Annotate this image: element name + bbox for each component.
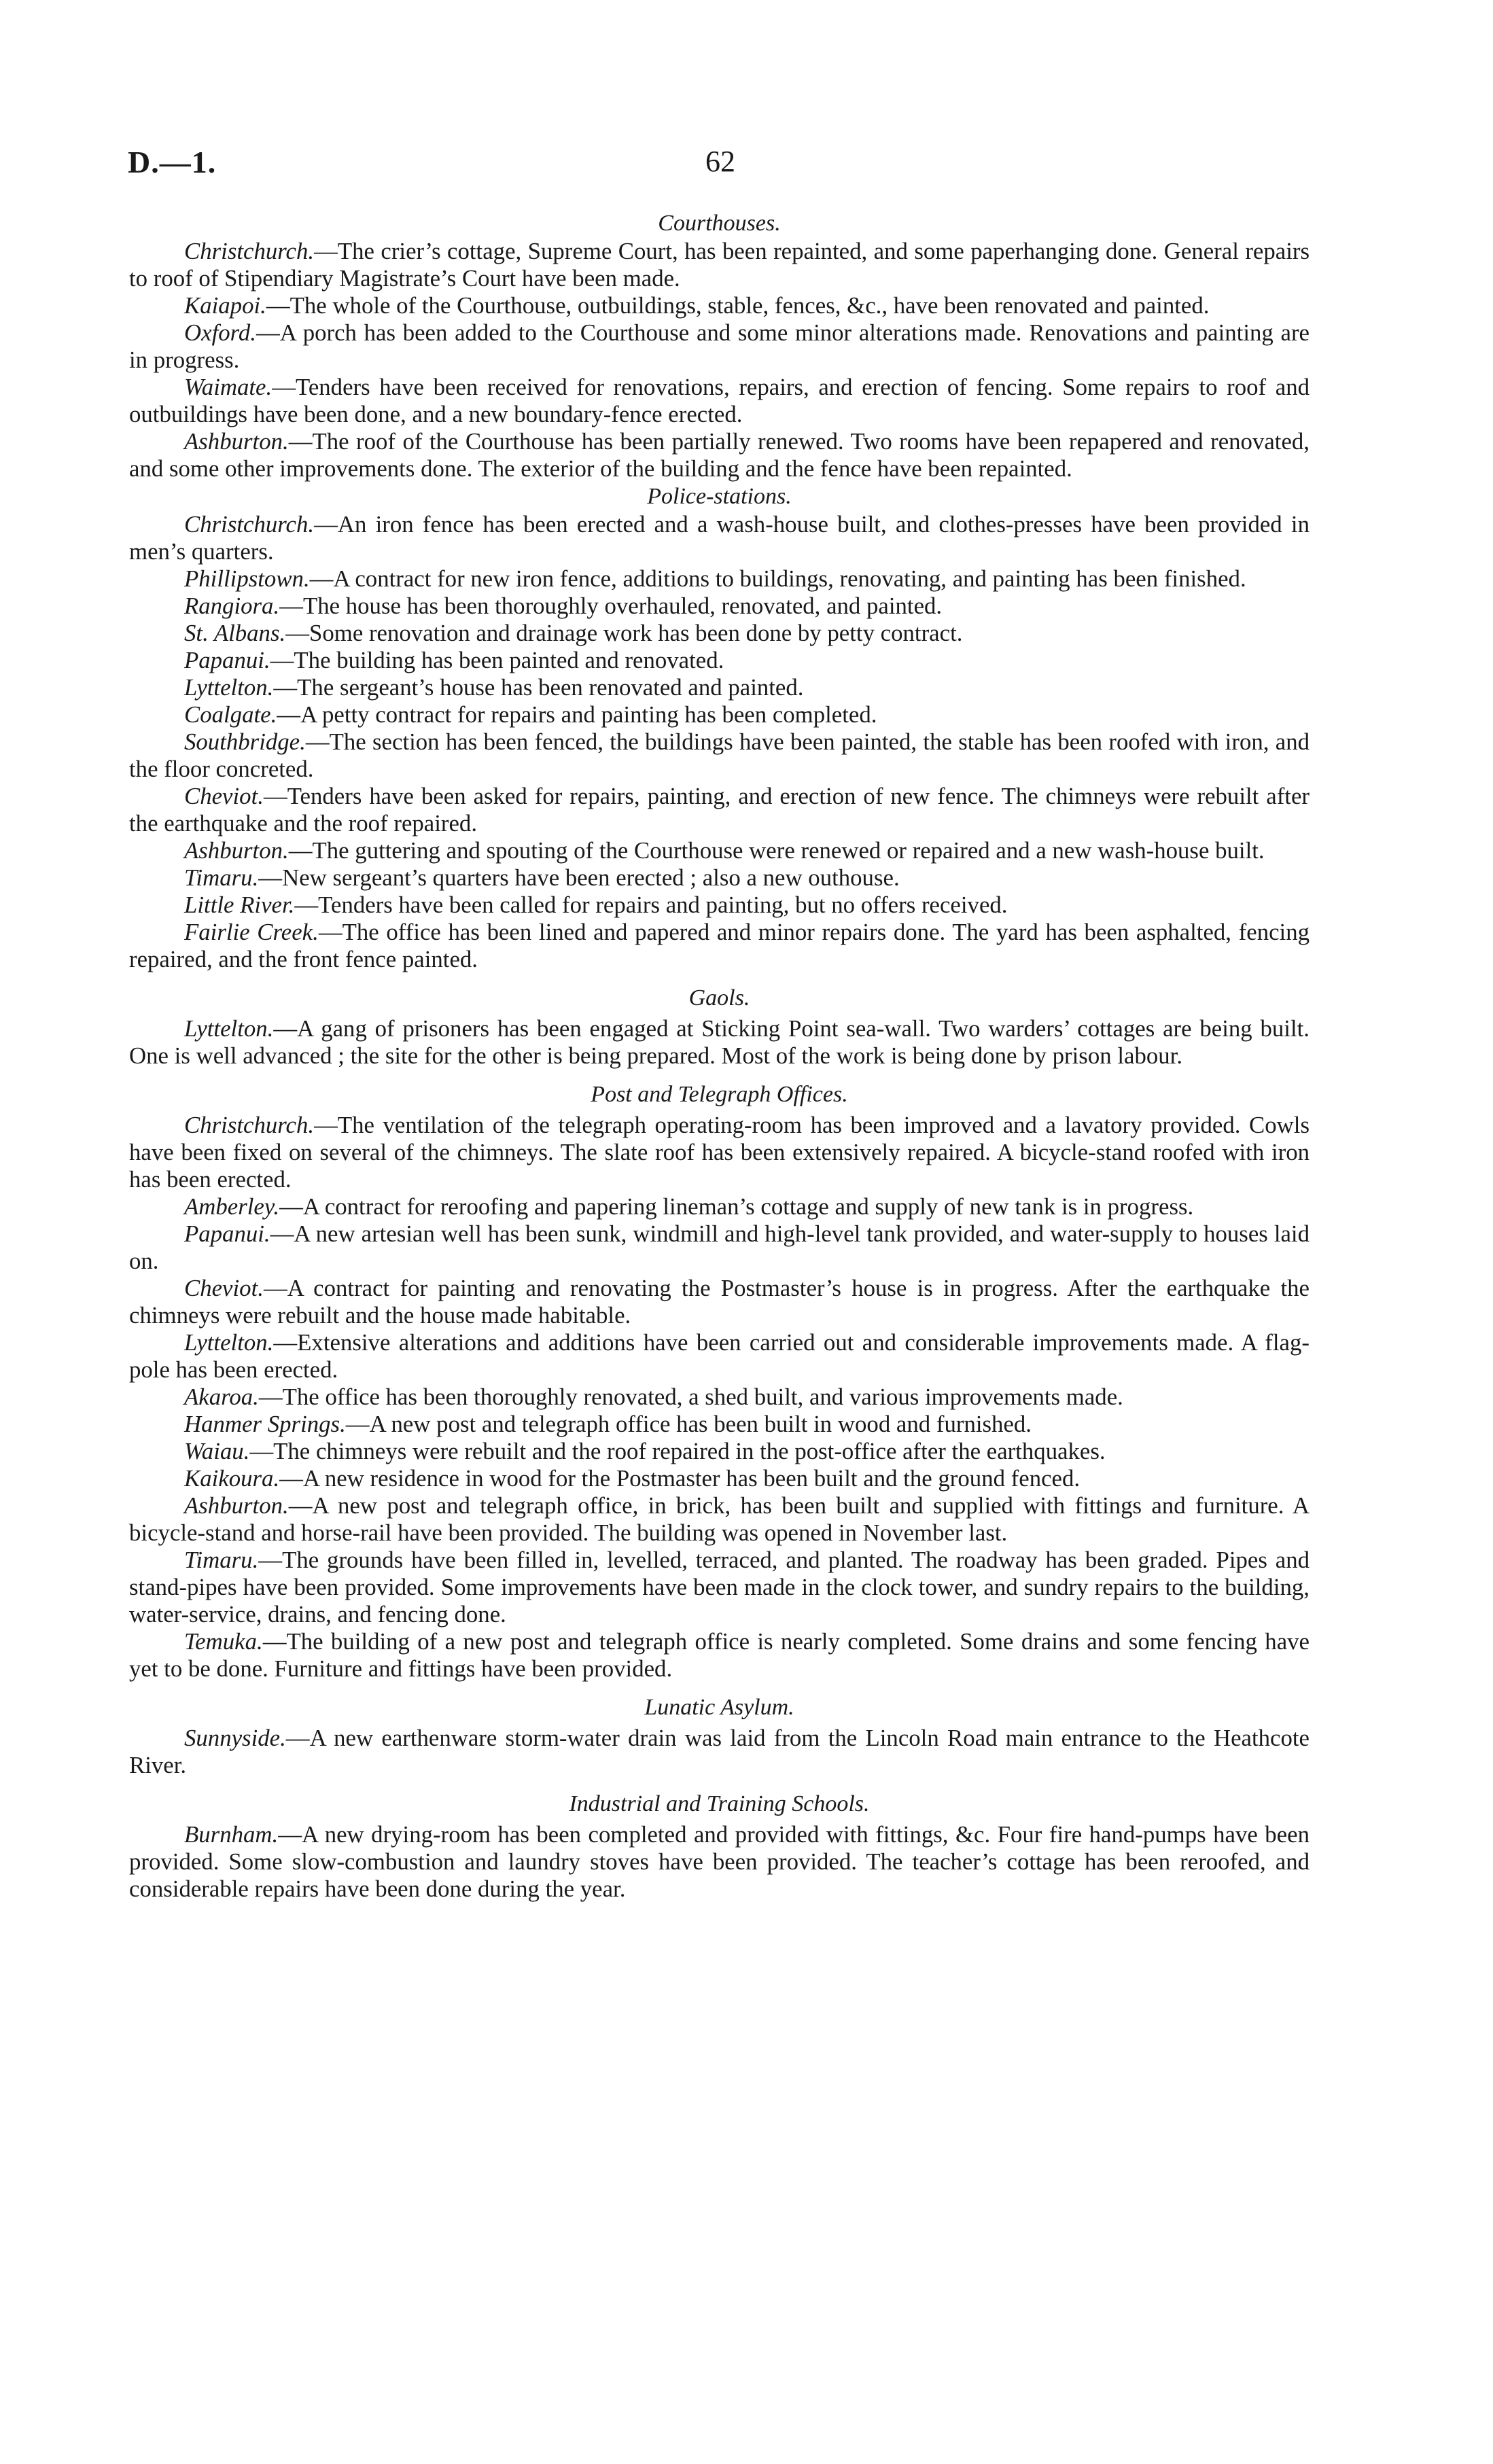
entry-place-name: Kaiapoi. xyxy=(184,292,266,319)
report-entry xyxy=(129,593,1310,620)
entry-place-name: Burnham. xyxy=(184,1821,279,1848)
entry-place-name: Ashburton. xyxy=(184,428,289,455)
entry-text: —The office has been thoroughly renovated, a shed built, and various improvements made. xyxy=(258,1384,1123,1410)
entry-place-name: Christchurch. xyxy=(184,238,315,264)
entry-place-name: Papanui. xyxy=(184,647,270,673)
entry-place-name: Fairlie Creek. xyxy=(184,919,319,945)
entry-text: —Tenders have been received for renovations, repairs, and erection of fencing. Some repairs to roof and outbuildings have been done, and a new boundary-fence erected. xyxy=(129,374,1310,427)
entry-place-name: Waimate. xyxy=(184,374,273,400)
entry-text: —A porch has been added to the Courthouse and some minor alterations made. Renovations and painting are in progress. xyxy=(129,319,1310,373)
report-entry xyxy=(129,238,1310,292)
entry-text: —The sergeant’s house has been renovated and painted. xyxy=(273,674,804,701)
report-entry xyxy=(129,1015,1310,1070)
report-entry xyxy=(129,565,1310,593)
report-entry xyxy=(129,1275,1310,1329)
entry-text: —The grounds have been filled in, levelled, terraced, and planted. The roadway has been graded. Pipes and stand-pipes have been provided. Some improvements have been made in the clock tower, and sundry repairs to the building, water-service, drains, and fencing done. xyxy=(129,1547,1310,1627)
report-entry xyxy=(129,701,1310,728)
entry-place-name: Coalgate. xyxy=(184,701,277,728)
entry-place-name: Kaikoura. xyxy=(184,1465,280,1492)
entry-text: —Tenders have been called for repairs and painting, but no offers received. xyxy=(294,892,1008,918)
entry-place-name: Christchurch. xyxy=(184,1112,315,1138)
entry-place-name: Lyttelton. xyxy=(184,1329,274,1356)
entry-place-name: Christchurch. xyxy=(184,511,315,538)
document-body xyxy=(129,209,1310,1903)
entry-text: —The chimneys were rebuilt and the roof repaired in the post-office after the earthquakes. xyxy=(249,1438,1106,1464)
entry-text: —An iron fence has been erected and a wash-house built, and clothes-presses have been provided in men’s quarters. xyxy=(129,511,1310,565)
section-heading: Courthouses. xyxy=(658,211,781,236)
entry-text: —The crier’s cottage, Supreme Court, has been repainted, and some paperhanging done. General repairs to roof of Stipendiary Magistrate’s Court have been made. xyxy=(129,238,1310,292)
page-header xyxy=(128,144,1310,185)
entry-text: —The house has been thoroughly overhauled, renovated, and painted. xyxy=(279,593,943,619)
entry-place-name: Little River. xyxy=(184,892,295,918)
entry-text: —A new post and telegraph office, in brick, has been built and supplied with fittings and furniture. A bicycle-stand and horse-rail have been provided. The building was opened in November last. xyxy=(129,1492,1310,1546)
page-number: 62 xyxy=(705,145,735,178)
report-entry xyxy=(129,1547,1310,1628)
entry-text: —A new artesian well has been sunk, windmill and high-level tank provided, and water-supply to houses laid on. xyxy=(129,1220,1310,1274)
entry-text: —A new earthenware storm-water drain was laid from the Lincoln Road main entrance to the Heathcote River. xyxy=(129,1725,1310,1778)
report-entry xyxy=(129,647,1310,674)
entry-text: —Extensive alterations and additions have been carried out and considerable improvements made. A flag-pole has been erected. xyxy=(129,1329,1310,1383)
report-entry xyxy=(129,892,1310,919)
entry-place-name: Phillipstown. xyxy=(184,565,310,592)
entry-place-name: Southbridge. xyxy=(184,728,306,755)
entry-place-name: Rangiora. xyxy=(184,593,280,619)
entry-place-name: Sunnyside. xyxy=(184,1725,286,1751)
report-entry xyxy=(129,837,1310,864)
report-entry xyxy=(129,1725,1310,1779)
report-entry xyxy=(129,511,1310,565)
entry-text: —The building has been painted and renovated. xyxy=(270,647,724,673)
section-heading: Post and Telegraph Offices. xyxy=(591,1082,848,1107)
report-entry xyxy=(129,1384,1310,1411)
entry-place-name: Hanmer Springs. xyxy=(184,1411,346,1437)
entry-text: —A contract for reroofing and papering lineman’s cottage and supply of new tank is in progress. xyxy=(279,1193,1194,1220)
entry-place-name: Lyttelton. xyxy=(184,674,274,701)
report-entry xyxy=(129,1492,1310,1547)
entry-place-name: Akaroa. xyxy=(184,1384,259,1410)
report-entry xyxy=(129,620,1310,647)
entry-text: —Tenders have been asked for repairs, painting, and erection of new fence. The chimneys were rebuilt after the earthquake and the roof repaired. xyxy=(129,783,1310,837)
entry-text: —The office has been lined and papered and minor repairs done. The yard has been asphalted, fencing repaired, and the front fence painted. xyxy=(129,919,1310,972)
entry-place-name: Waiau. xyxy=(184,1438,250,1464)
report-entry xyxy=(129,919,1310,973)
report-entry xyxy=(129,319,1310,374)
entry-text: —A new post and telegraph office has been built in wood and furnished. xyxy=(345,1411,1032,1437)
report-entry xyxy=(129,1821,1310,1903)
entry-place-name: Cheviot. xyxy=(184,783,264,809)
report-entry xyxy=(129,428,1310,482)
entry-text: —The building of a new post and telegraph office is nearly completed. Some drains and some fencing have yet to be done. Furniture and fittings have been provided. xyxy=(129,1628,1310,1682)
section-heading: Police-stations. xyxy=(647,484,792,509)
entry-text: —The whole of the Courthouse, outbuildings, stable, fences, &c., have been renovated and painted. xyxy=(266,292,1210,319)
entry-place-name: Cheviot. xyxy=(184,1275,264,1301)
report-entry xyxy=(129,292,1310,319)
entry-text: —A new drying-room has been completed and provided with fittings, &c. Four fire hand-pumps have been provided. Some slow-combustion and laundry stoves have been provided. The teacher’s cottage has been reroofed, and considerable repairs have been done during the year. xyxy=(129,1821,1310,1902)
entry-place-name: St. Albans. xyxy=(184,620,286,646)
report-entry xyxy=(129,1465,1310,1492)
report-entry xyxy=(129,674,1310,701)
entry-place-name: Papanui. xyxy=(184,1220,270,1247)
entry-text: —A petty contract for repairs and painting has been completed. xyxy=(277,701,877,728)
entry-text: —The guttering and spouting of the Courthouse were renewed or repaired and a new wash-house built. xyxy=(288,837,1265,864)
section-heading: Industrial and Training Schools. xyxy=(569,1791,870,1816)
report-entry xyxy=(129,1329,1310,1384)
report-entry xyxy=(129,864,1310,892)
entry-text: —Some renovation and drainage work has been done by petty contract. xyxy=(285,620,963,646)
entry-place-name: Temuka. xyxy=(184,1628,263,1655)
report-entry xyxy=(129,1112,1310,1193)
entry-place-name: Timaru. xyxy=(184,1547,259,1573)
entry-place-name: Ashburton. xyxy=(184,1492,289,1519)
entry-place-name: Ashburton. xyxy=(184,837,289,864)
entry-text: —A contract for new iron fence, additions to buildings, renovating, and painting has been finished. xyxy=(309,565,1246,592)
document-reference: D.—1. xyxy=(128,145,217,179)
report-entry xyxy=(129,1411,1310,1438)
section-heading: Lunatic Asylum. xyxy=(644,1695,794,1720)
section-heading: Gaols. xyxy=(688,985,750,1010)
entry-text: —New sergeant’s quarters have been erected ; also a new outhouse. xyxy=(258,864,900,891)
report-entry xyxy=(129,374,1310,428)
report-entry xyxy=(129,1628,1310,1683)
entry-text: —The ventilation of the telegraph operating-room has been improved and a lavatory provided. Cowls have been fixed on several of the chimneys. The slate roof has been extensively repaired. A bicycle-stand roofed with iron has been erected. xyxy=(129,1112,1310,1193)
entry-place-name: Lyttelton. xyxy=(184,1015,274,1042)
entry-text: —A new residence in wood for the Postmaster has been built and the ground fenced. xyxy=(279,1465,1081,1492)
report-entry xyxy=(129,783,1310,837)
entry-text: —A contract for painting and renovating the Postmaster’s house is in progress. After the earthquake the chimneys were rebuilt and the house made habitable. xyxy=(129,1275,1310,1328)
report-entry xyxy=(129,1438,1310,1465)
entry-place-name: Amberley. xyxy=(184,1193,280,1220)
report-entry xyxy=(129,728,1310,783)
entry-text: —A gang of prisoners has been engaged at Sticking Point sea-wall. Two warders’ cottages are being built. One is well advanced ; the site for the other is being prepared. Most of the work is being done by prison labour. xyxy=(129,1015,1310,1069)
entry-place-name: Oxford. xyxy=(184,319,256,346)
entry-place-name: Timaru. xyxy=(184,864,259,891)
entry-text: —The roof of the Courthouse has been partially renewed. Two rooms have been repapered and renovated, and some other improvements done. The exterior of the building and the fence have been repainted. xyxy=(129,428,1310,482)
entry-text: —The section has been fenced, the buildings have been painted, the stable has been roofed with iron, and the floor concreted. xyxy=(129,728,1310,782)
report-entry xyxy=(129,1220,1310,1275)
report-entry xyxy=(129,1193,1310,1220)
